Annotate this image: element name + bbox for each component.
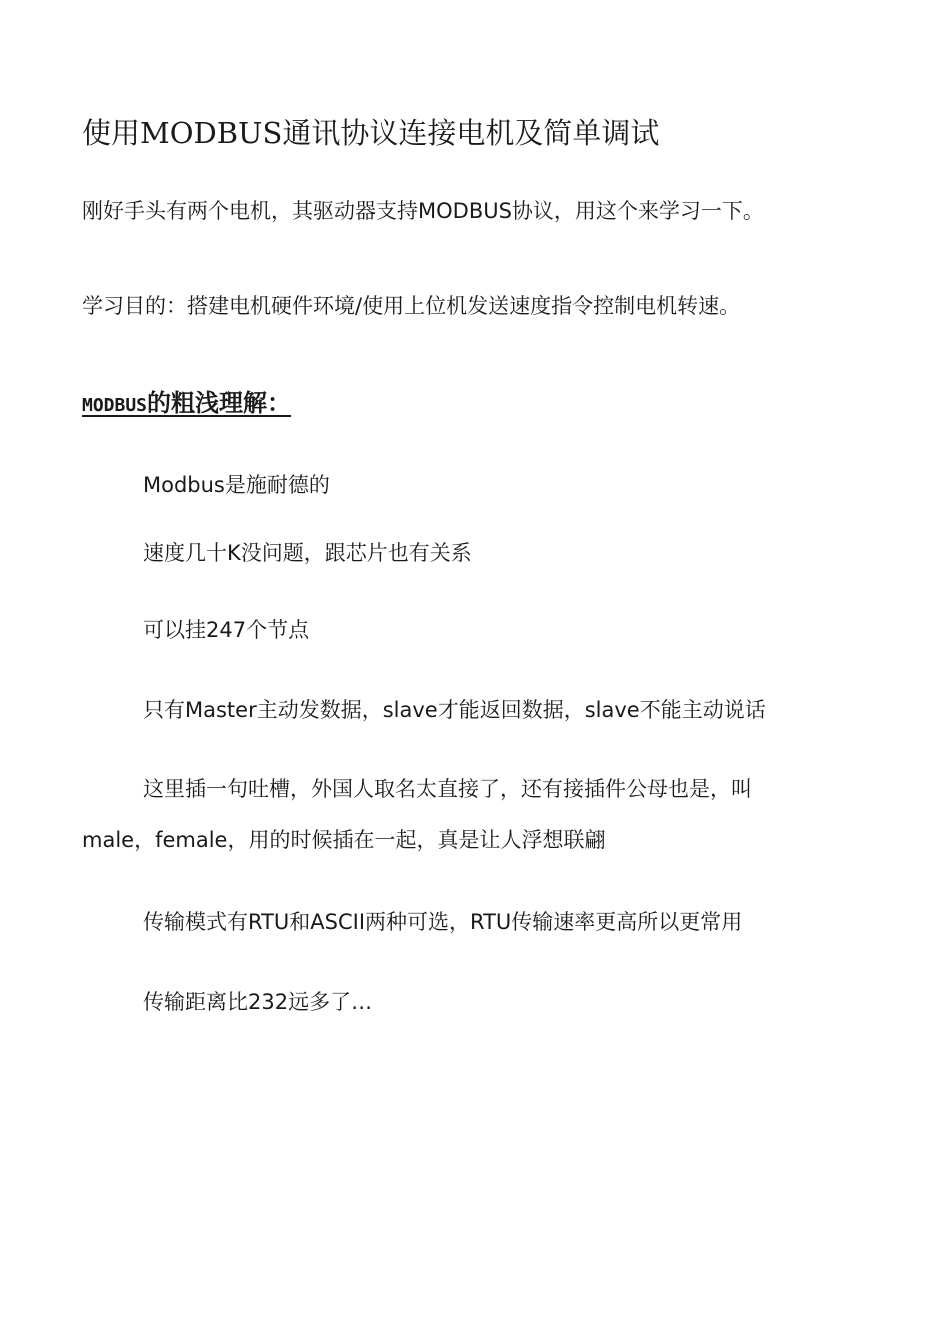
list-item-continuation: male，female，用的时候插在一起，真是让人浮想联翩 — [82, 828, 606, 852]
goal-paragraph: 学习目的：搭建电机硬件环境/使用上位机发送速度指令控制电机转速。 — [82, 294, 741, 318]
list-item: 传输模式有RTU和ASCII两种可选，RTU传输速率更高所以更常用 — [143, 910, 743, 934]
list-item: 这里插一句吐槽，外国人取名太直接了，还有接插件公母也是，叫 — [143, 777, 752, 801]
list-item: 只有Master主动发数据，slave才能返回数据，slave不能主动说话 — [143, 698, 766, 722]
section-heading-prefix: MODBUS — [82, 395, 148, 416]
intro-paragraph: 刚好手头有两个电机，其驱动器支持MODBUS协议，用这个来学习一下。 — [82, 199, 764, 223]
list-item: 传输距离比232远多了… — [143, 990, 373, 1014]
list-item: 速度几十K没问题，跟芯片也有关系 — [143, 541, 472, 565]
section-heading-suffix: 的粗浅理解： — [147, 388, 292, 417]
section-heading — [82, 383, 309, 418]
list-item: 可以挂247个节点 — [143, 618, 310, 642]
document-title: 使用MODBUS通讯协议连接电机及简单调试 — [82, 116, 660, 150]
list-item: Modbus是施耐德的 — [143, 473, 330, 497]
